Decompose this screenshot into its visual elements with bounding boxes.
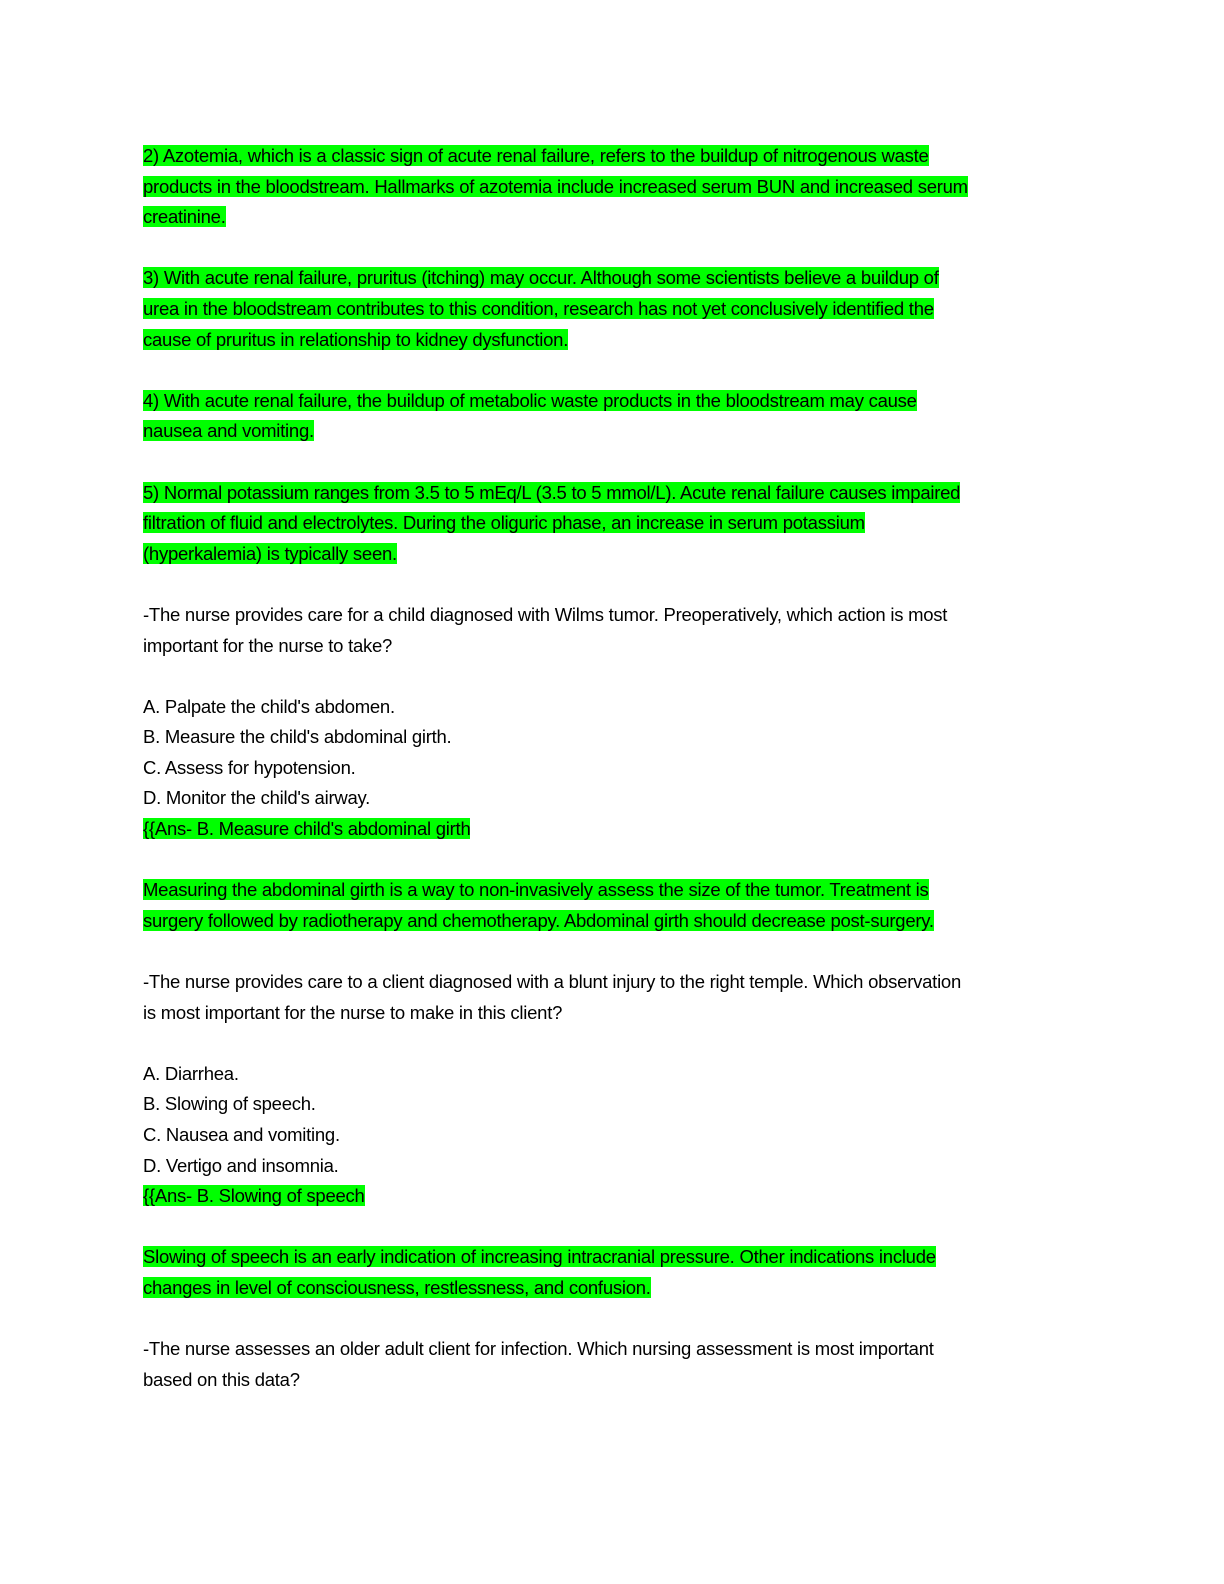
answer-option-d: D. Vertigo and insomnia. bbox=[143, 1154, 339, 1176]
rationale-line: 5) Normal potassium ranges from 3.5 to 5 mEq/L (3.5 to 5 mmol/L). Acute renal failure causes impaired bbox=[143, 481, 961, 503]
rationale-line: 2) Azotemia, which is a classic sign of acute renal failure, refers to the buildup of nitrogenous waste bbox=[143, 145, 929, 166]
question-stem-line: important for the nurse to take? bbox=[143, 634, 393, 656]
question-stem-line: based on this data? bbox=[143, 1368, 300, 1390]
rationale-line: products in the bloodstream. Hallmarks of azotemia include increased serum BUN and increased serum bbox=[143, 175, 968, 197]
rationale-line: (hyperkalemia) is typically seen. bbox=[143, 542, 397, 564]
rationale-line: changes in level of consciousness, restlessness, and confusion. bbox=[143, 1276, 651, 1298]
question-wilms-tumor bbox=[143, 600, 1073, 937]
rationale-line: nausea and vomiting. bbox=[143, 420, 314, 442]
rationale-line: cause of pruritus in relationship to kidney dysfunction. bbox=[143, 328, 569, 350]
answer-option-d: D. Monitor the child's airway. bbox=[143, 787, 371, 809]
rationale-line: filtration of fluid and electrolytes. During the oliguric phase, an increase in serum potassium bbox=[143, 512, 865, 534]
document-page bbox=[143, 141, 1073, 1395]
question-stem-line: -The nurse provides care for a child diagnosed with Wilms tumor. Preoperatively, which action is most bbox=[143, 603, 948, 625]
answer-option-a: A. Diarrhea. bbox=[143, 1062, 239, 1084]
rationale-line: Slowing of speech is an early indication of increasing intracranial pressure. Other indications include bbox=[143, 1246, 936, 1268]
rationale-line: 3) With acute renal failure, pruritus (itching) may occur. Although some scientists believe a buildup of bbox=[143, 267, 939, 289]
rationale-line: urea in the bloodstream contributes to this condition, research has not yet conclusively identified the bbox=[143, 297, 934, 319]
correct-answer: {{Ans- B. Measure child's abdominal girth bbox=[143, 818, 471, 840]
question-blunt-injury bbox=[143, 967, 1073, 1304]
question-stem-line: -The nurse assesses an older adult client for infection. Which nursing assessment is most important bbox=[143, 1338, 934, 1360]
correct-answer: {{Ans- B. Slowing of speech bbox=[143, 1185, 365, 1207]
answer-option-c: C. Nausea and vomiting. bbox=[143, 1124, 340, 1145]
rationale-line: Measuring the abdominal girth is a way to non-invasively assess the size of the tumor. Treatment is bbox=[143, 879, 929, 901]
question-older-adult-infection bbox=[143, 1334, 1073, 1395]
question-stem-line: -The nurse provides care to a client diagnosed with a blunt injury to the right temple. Which observation bbox=[143, 971, 962, 993]
answer-option-b: B. Slowing of speech. bbox=[143, 1093, 316, 1115]
rationale-5 bbox=[143, 478, 1073, 570]
answer-option-c: C. Assess for hypotension. bbox=[143, 756, 356, 778]
rationale-line: creatinine. bbox=[143, 206, 226, 228]
answer-option-a: A. Palpate the child's abdomen. bbox=[143, 695, 395, 717]
rationale-line: surgery followed by radiotherapy and chemotherapy. Abdominal girth should decrease post-surgery. bbox=[143, 909, 934, 931]
rationale-3 bbox=[143, 263, 1073, 355]
answer-option-b: B. Measure the child's abdominal girth. bbox=[143, 726, 452, 748]
rationale-line: 4) With acute renal failure, the buildup of metabolic waste products in the bloodstream may cause bbox=[143, 389, 917, 411]
question-stem-line: is most important for the nurse to make in this client? bbox=[143, 1001, 563, 1023]
rationale-2 bbox=[143, 141, 1073, 233]
rationale-4 bbox=[143, 386, 1073, 447]
